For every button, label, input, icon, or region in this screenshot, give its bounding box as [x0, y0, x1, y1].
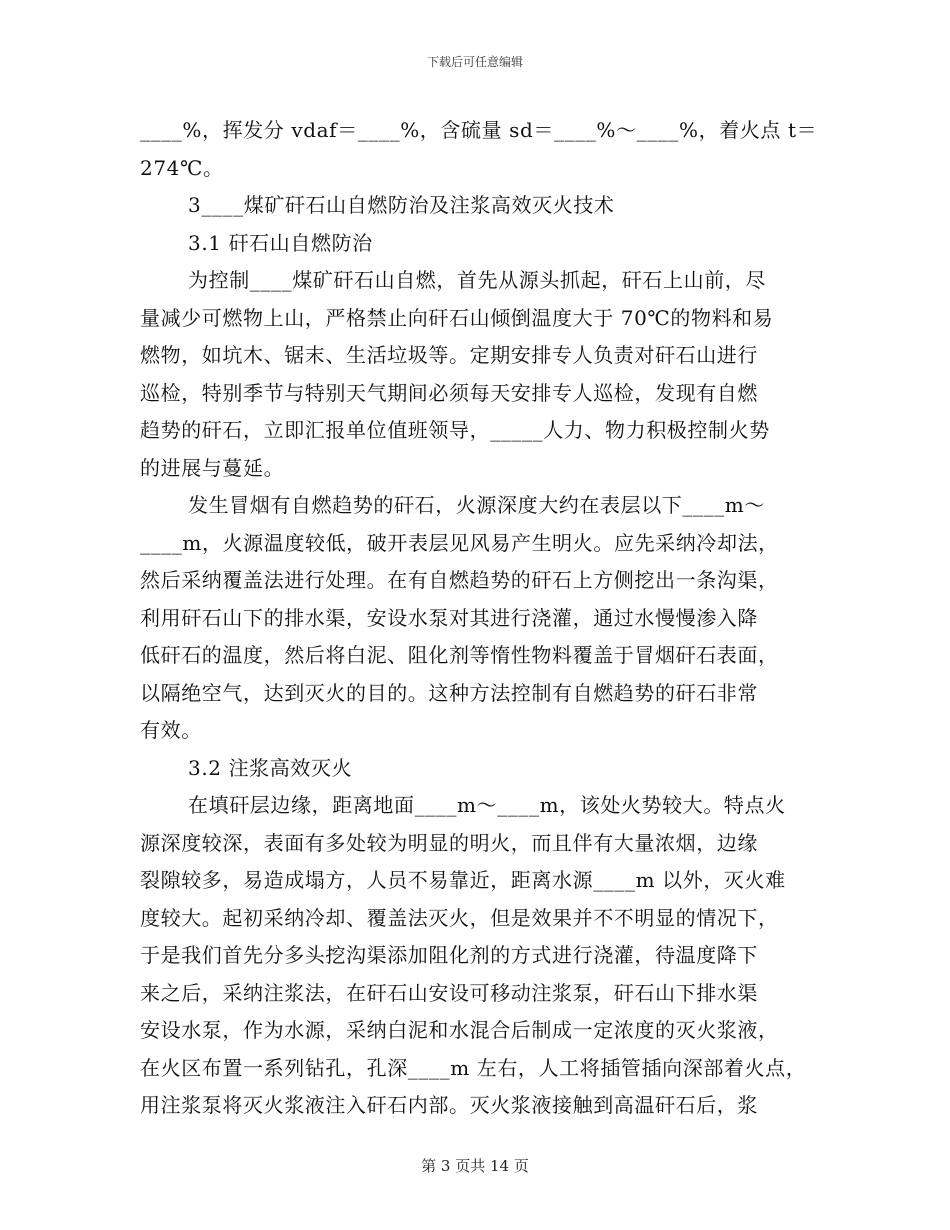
document-body [140, 112, 818, 1125]
text-line: 发生冒烟有自燃趋势的矸石，火源深度大约在表层以下____m～ [188, 493, 765, 517]
text-line: 在填矸层边缘，距离地面____m～____m，该处火势较大。特点火 [188, 793, 786, 817]
text-line: 利用矸石山下的排水渠，安设水泵对其进行浇灌，通过水慢慢渗入降 [140, 605, 758, 630]
text-line: 度较大。起初采纳冷却、覆盖法灭火，但是效果并不不明显的情况下， [140, 905, 779, 930]
text-line: 于是我们首先分多头挖沟渠添加阻化剂的方式进行浇灌，待温度降下 [140, 943, 758, 967]
subsection-title: 3.1 矸石山自燃防治 [188, 230, 373, 255]
section-title: 3____煤矿矸石山自燃防治及注浆高效灭火技术 [188, 193, 615, 217]
page-footer: 第 3 页共 14 页 [421, 1157, 529, 1175]
text-line: 来之后，采纳注浆法，在矸石山安设可移动注浆泵，矸石山下排水渠 [140, 980, 758, 1005]
text-line: 裂隙较多，易造成塌方，人员不易靠近，距离水源____m 以外，灭火难 [140, 868, 786, 892]
text-line: 为控制____煤矿矸石山自燃，首先从源头抓起，矸石上山前，尽 [188, 268, 766, 292]
text-line: 趋势的矸石，立即汇报单位值班领导，_____人力、物力积极控制火势 [140, 418, 770, 442]
text-line: 以隔绝空气，达到灭火的目的。这种方法控制有自燃趋势的矸石非常 [140, 680, 758, 705]
subsection-title: 3.2 注浆高效灭火 [188, 755, 353, 780]
text-line: 燃物，如坑木、锯末、生活垃圾等。定期安排专人负责对矸石山进行 [140, 343, 758, 367]
text-line: 源深度较深，表面有多处较为明显的明火，而且伴有大量浓烟，边缘 [140, 830, 758, 855]
text-line: 在火区布置一系列钻孔，孔深____m 左右，人工将插管插向深部着火点， [140, 1055, 807, 1080]
text-line: 量减少可燃物上山，严格禁止向矸石山倾倒温度大于 70℃的物料和易 [140, 305, 774, 330]
text-line: 用注浆泵将灭火浆液注入矸石内部。灭火浆液接触到高温矸石后，浆 [140, 1093, 758, 1117]
text-line: 有效。 [140, 718, 202, 742]
page-header: 下载后可任意编辑 [426, 55, 523, 69]
text-line: 274℃。 [140, 155, 224, 180]
text-line: ____m，火源温度较低，破开表层见风易产生明火。应先采纳冷却法， [140, 530, 779, 555]
text-line: ____%，挥发分 vdaf＝____%，含硫量 sd＝____%～____%，着火点 t＝ [140, 118, 818, 142]
text-line: 巡检，特别季节与特别天气期间必须每天安排专人巡检，发现有自燃 [140, 380, 758, 405]
text-line: 安设水泵，作为水源，采纳白泥和水混合后制成一定浓度的灭火浆液， [140, 1018, 779, 1042]
text-line: 的进展与蔓延。 [140, 455, 285, 480]
text-line: 然后采纳覆盖法进行处理。在有自燃趋势的矸石上方侧挖出一条沟渠， [140, 568, 779, 592]
text-line: 低矸石的温度，然后将白泥、阻化剂等惰性物料覆盖于冒烟矸石表面， [140, 643, 779, 667]
